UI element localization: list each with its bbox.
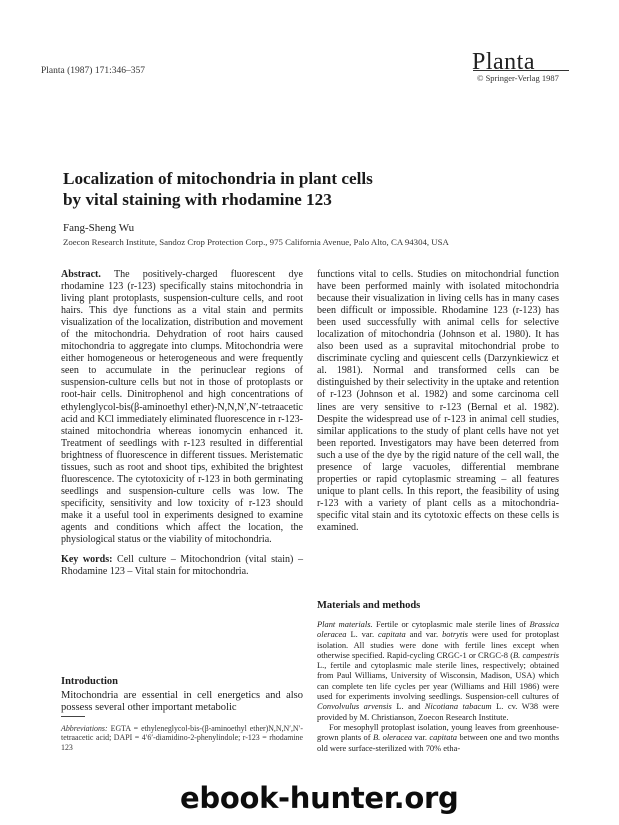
methods-text: were used for protoplast isolation. All studies were done with fertile lines except when otherwise specified. Rapid-cycling CRGC-1 or CRGC-8 ( (317, 629, 560, 660)
copyright-notice: © Springer-Verlag 1987 (477, 73, 559, 83)
methods-text: var. (414, 732, 427, 743)
variety-name: capitata (429, 732, 458, 743)
abbreviations-footnote (61, 724, 303, 752)
methods-heading: Materials and methods (317, 600, 421, 611)
keywords-text: Cell culture – Mitochondrion (vital stain) – Rhodamine 123 – Vital stain for mitochondria. (61, 554, 303, 578)
methods-text: L., fertile and cytoplasmic male sterile lines, respectively; obtained from Paul Williams, University of Wisconsin, Madison, USA) which can complete ten life cycles per year (Williams and Hill 1986) were used for experiments involving seedlings. Suspension-cell cultures of (317, 660, 559, 702)
journal-logo: Planta (472, 49, 535, 75)
introduction-text: Mitochondria are essential in cell energetics and also possess several other important metabolic (61, 690, 303, 714)
variety-name: capitata (378, 629, 406, 640)
footnote-text: EGTA = ethyleneglycol-bis-(β-aminoethyl ether)N,N,N′,N′-tetraacetic acid; DAPI = 4′6′-diamidino-2-phenylindole; r-123 = rhodamine 123 (61, 724, 303, 752)
methods-text: L. and (396, 701, 421, 712)
title-line-1: Localization of mitochondria in plant cells (63, 169, 373, 188)
species-name: B. campestris (513, 649, 560, 660)
methods-text: For mesophyll protoplast isolation, young leaves from greenhouse-grown plants of (317, 721, 559, 743)
introduction-continued: functions vital to cells. Studies on mitochondrial function have been performed mainly with isolated mitochondria because their visualization in living cells has in many cases been difficult or impossible. Rhodamine 123 (r-123) has been used successfully with animal cells for selective localization of mitochondria (Johnson et al. 1980). It has also been used as a supravital mitochondrial probe to discriminate cycling and quiescent cells (Darzynkiewicz et al. 1981). Normal and transformed cells can be distinguished by their selectivity in the uptake and retention of r-123 (Johnson et al. 1982) and some carcinoma cell lines are very sensitive to r-123 (Bernal et al. 1982). Despite the widespread use of r-123 in animal cell studies, similar applications to the study of plant cells have not yet been reported. Investigators may have been deterred from such a use of the dye by the rigid nature of the cell wall, the presence of large vacuoles, differential membrane properties or rapid cytoplasmic streaming – all features unique to plant cells. In this report, the feasibility of using r-123 with a variety of plant cells as a mitochondria-specific vital stain and its cytotoxic effects on these cells is examined. (317, 269, 559, 533)
abstract-text: The positively-charged fluorescent dye rhodamine 123 (r-123) specifically stains mitochondria in living plant protoplasts, suspension-culture cells, and root hairs. This dye functions as a vital stain and permits visualization of the localization, distribution and movement of the mitochondria. Dehydration of root hairs caused mitochondria to aggregate into clumps. Mitochondria were either homogeneous or heterogeneous and were frequently seen to accumulate in the perinuclear regions of suspension-culture cells but not in those of protoplasts or root-hair cells. Dinitrophenol and high concentrations of ethylenglycol-bis(β-aminoethyl ether)-N,N,N′,N′-tetraacetic acid and KCl immediately eliminated fluorescence in r-123-stained mitochondria whereas ionomycin enhanced it. Treatment of seedlings with r-123 resulted in differential brightness of fluorescence in different tissues. Meristematic tissues, such as root and shoot tips, exhibited the brightest fluorescence. The cytotoxicity of r-123 in both germinating seedlings and suspension-culture cells was low. The specificity, sensitivity and low toxicity of r-123 should make it a useful tool in experiments designed to examine agents and conditions which affect the location, the physiological status or the viability of mitochondria. (61, 269, 303, 546)
methods-paragraph-1 (317, 619, 559, 722)
footnote-divider (61, 716, 85, 717)
methods-text: L. cv. W38 were provided by M. Christianson, Zoecon Research Institute. (317, 701, 560, 722)
species-name: Nicotiana tabacum (424, 701, 492, 712)
journal-reference: Planta (1987) 171:346–357 (41, 66, 145, 76)
methods-text: Fertile or cytoplasmic male sterile lines of (376, 619, 527, 629)
methods-text: between one and two months old were surface-sterilized with 70% etha- (317, 732, 560, 753)
methods-text: and var. (409, 629, 439, 640)
plant-materials-label: Plant materials. (317, 619, 373, 629)
abstract (61, 269, 303, 546)
species-name: B. oleracea (372, 732, 413, 743)
methods-body (317, 619, 559, 753)
species-name: Brassica oleracea (317, 619, 560, 640)
watermark-text: ebook-hunter.org (180, 781, 459, 815)
article-title (63, 168, 543, 210)
abstract-label: Abstract. (61, 269, 101, 280)
keywords (61, 554, 303, 578)
title-line-2: by vital staining with rhodamine 123 (63, 190, 332, 209)
right-column (317, 269, 559, 534)
left-column (61, 269, 303, 578)
keywords-label: Key words: (61, 554, 113, 566)
introduction-heading: Introduction (61, 676, 118, 687)
footnote-label: Abbreviations: (61, 724, 108, 733)
species-name: Convolvulus arvensis (317, 701, 392, 712)
methods-text: L. var. (350, 629, 375, 640)
logo-divider (473, 70, 569, 71)
methods-paragraph-2 (317, 722, 559, 753)
variety-name: botrytis (442, 629, 468, 640)
author-name: Fang-Sheng Wu (63, 222, 135, 234)
author-affiliation: Zoecon Research Institute, Sandoz Crop Protection Corp., 975 California Avenue, Palo Alto, CA 94304, USA (63, 237, 449, 247)
